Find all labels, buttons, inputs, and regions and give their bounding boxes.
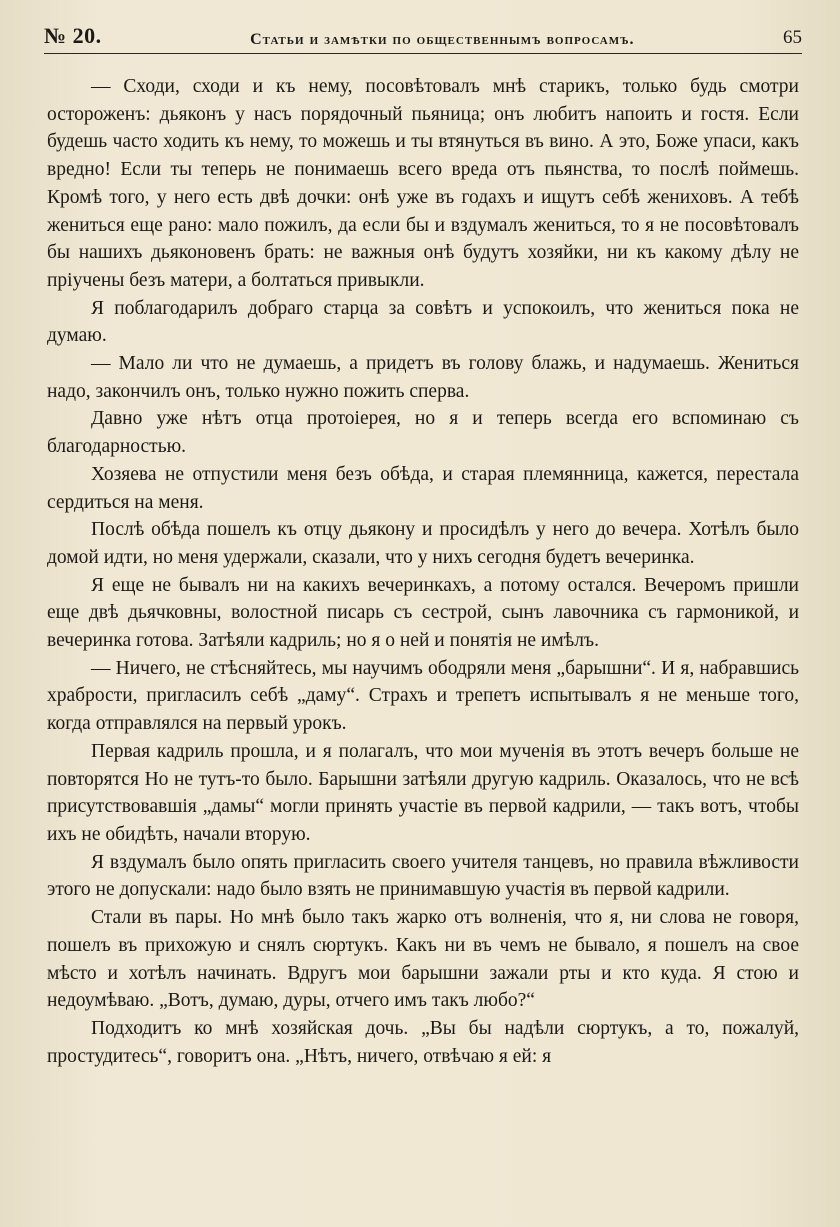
- article-body: [47, 73, 799, 1070]
- paragraph: Хозяева не отпустили меня безъ обѣда, и старая племянница, кажется, перестала сердиться на меня.: [47, 463, 799, 513]
- page-number: 65: [782, 27, 802, 48]
- paragraph: Стали въ пары. Но мнѣ было такъ жарко отъ волненія, что я, ни слова не говоря, пошелъ въ прихожую и снялъ сюртукъ. Какъ ни въ чемъ не бывало, я пошелъ на свое мѣсто и хотѣлъ начинать. Вдругъ мои барышни зажали рты и кто куда. Я стою и недоумѣваю. „Вотъ, думаю, дуры, отчего имъ такъ любо?“: [47, 907, 799, 1012]
- section-title: Статьи и замѣтки по общественнымъ вопросамъ.: [250, 31, 635, 48]
- paragraph: Я поблагодарилъ добраго старца за совѣтъ и успокоилъ, что жениться пока не думаю.: [47, 297, 799, 347]
- paragraph: — Мало ли что не думаешь, а придетъ въ голову блажь, и надумаешь. Жениться надо, закончилъ онъ, только нужно пожить сперва.: [47, 353, 799, 402]
- running-header: [44, 24, 802, 54]
- paragraph: Я вздумалъ было опять пригласить своего учителя танцевъ, но правила вѣжливости этого не допускали: надо было взять не принимавшую участія въ первой кадрили.: [47, 851, 799, 901]
- paragraph: Послѣ обѣда пошелъ къ отцу дьякону и просидѣлъ у него до вечера. Хотѣлъ было домой идти, но меня удержали, сказали, что у нихъ сегодня будетъ вечеринка.: [47, 519, 799, 568]
- paragraph: Я еще не бывалъ ни на какихъ вечеринкахъ, а потому остался. Вечеромъ пришли еще двѣ дьячковны, волостной писарь съ сестрой, сынъ лавочника съ гармоникой, и вечеринка готова. Затѣяли кадриль; но я о ней и понятія не имѣлъ.: [47, 574, 799, 652]
- paragraph: Подходитъ ко мнѣ хозяйская дочь. „Вы бы надѣли сюртукъ, а то, пожалуй, простудитесь“, говоритъ она. „Нѣтъ, ничего, отвѣчаю я ей: я: [47, 1017, 799, 1067]
- paragraph: — Сходи, сходи и къ нему, посовѣтовалъ мнѣ старикъ, только будь смотри остороженъ: дьяконъ у насъ порядочный пьяница; онъ любитъ напоить и гостя. Если будешь часто ходить къ нему, то можешь и ты втянуться въ вино. А это, Боже упаси, какъ вредно! Если ты теперь не понимаешь всего вреда отъ пьянства, то послѣ поймешь. Кромѣ того, у него есть двѣ дочки: онѣ уже въ годахъ и ищутъ себѣ жениховъ. А тебѣ жениться еще рано: мало пожилъ, да если бы и вздумалъ жениться, то я не посовѣтовалъ бы нашихъ дьяконовенъ брать: не важныя онѣ будутъ хозяйки, ни къ какому дѣлу не пріучены безъ матери, а болтаться привыкли.: [47, 76, 799, 291]
- paragraph: Давно уже нѣтъ отца протоіерея, но я и теперь всегда его вспоминаю съ благодарностью.: [47, 408, 799, 458]
- issue-number: № 20.: [44, 23, 102, 48]
- paragraph: — Ничего, не стѣсняйтесь, мы научимъ ободряли меня „барышни“. И я, набравшись храбрости, пригласилъ себѣ „даму“. Страхъ и трепетъ испытывалъ я не меньше того, когда отправлялся на первый урокъ.: [47, 657, 799, 735]
- paragraph: Первая кадриль прошла, и я полагалъ, что мои мученія въ этотъ вечеръ больше не повторятся Но не тутъ-то было. Барышни затѣяли другую кадриль. Оказалось, что не всѣ присутствовавшія „дамы“ могли принять участіе въ первой кадрили, — такъ вотъ, чтобы ихъ не обидѣть, начали вторую.: [47, 740, 799, 845]
